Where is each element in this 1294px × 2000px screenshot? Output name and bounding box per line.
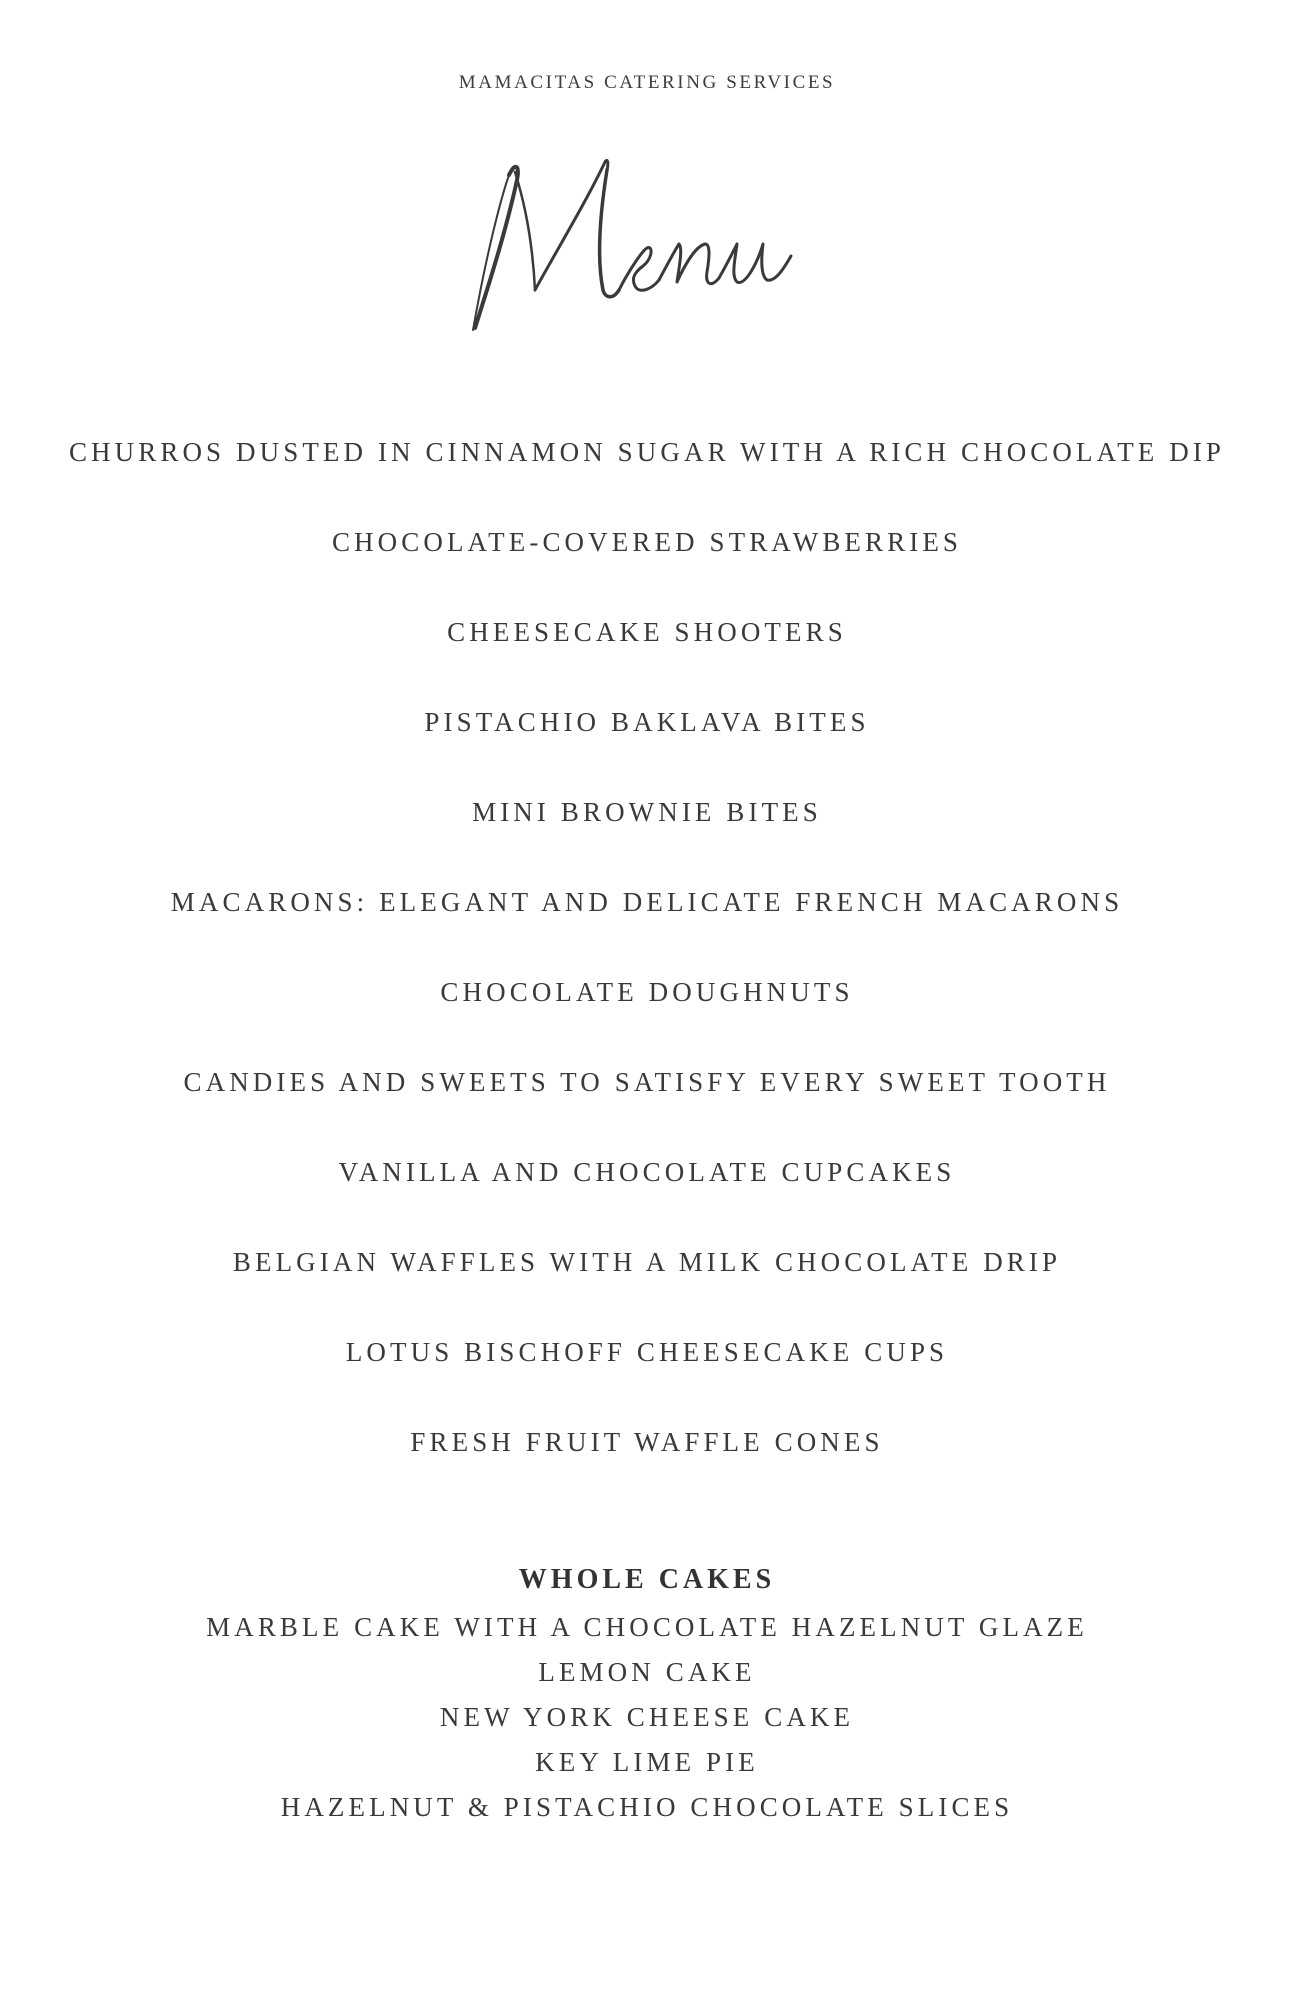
brand-name: MAMACITAS CATERING SERVICES (458, 72, 836, 93)
menu-item: CHEESECAKE SHOOTERS (447, 617, 847, 647)
menu-item: FRESH FRUIT WAFFLE CONES (410, 1427, 884, 1457)
cake-item: LEMON CAKE (538, 1657, 756, 1687)
menu-item: LOTUS BISCHOFF CHEESECAKE CUPS (345, 1337, 949, 1367)
menu-item: MACARONS: ELEGANT AND DELICATE FRENCH MACARONS (170, 887, 1124, 917)
menu-title (447, 140, 847, 350)
whole-cakes-heading: WHOLE CAKES (518, 1564, 776, 1595)
cake-item: KEY LIME PIE (535, 1747, 759, 1777)
menu-item: PISTACHIO BAKLAVA BITES (424, 707, 870, 737)
menu-item: BELGIAN WAFFLES WITH A MILK CHOCOLATE DRIP (232, 1247, 1062, 1277)
menu-item: CHOCOLATE DOUGHNUTS (440, 977, 854, 1007)
menu-item: CHURROS DUSTED IN CINNAMON SUGAR WITH A RICH CHOCOLATE DIP (68, 437, 1226, 467)
menu-title-script (447, 140, 847, 350)
cake-item: MARBLE CAKE WITH A CHOCOLATE HAZELNUT GLAZE (206, 1612, 1088, 1642)
menu-item: MINI BROWNIE BITES (472, 797, 822, 827)
menu-item: VANILLA AND CHOCOLATE CUPCAKES (338, 1157, 956, 1187)
cake-item: NEW YORK CHEESE CAKE (439, 1702, 855, 1732)
cake-item: HAZELNUT & PISTACHIO CHOCOLATE SLICES (280, 1792, 1014, 1822)
menu-item: CHOCOLATE-COVERED STRAWBERRIES (331, 527, 963, 557)
menu-item: CANDIES AND SWEETS TO SATISFY EVERY SWEET TOOTH (183, 1067, 1111, 1097)
